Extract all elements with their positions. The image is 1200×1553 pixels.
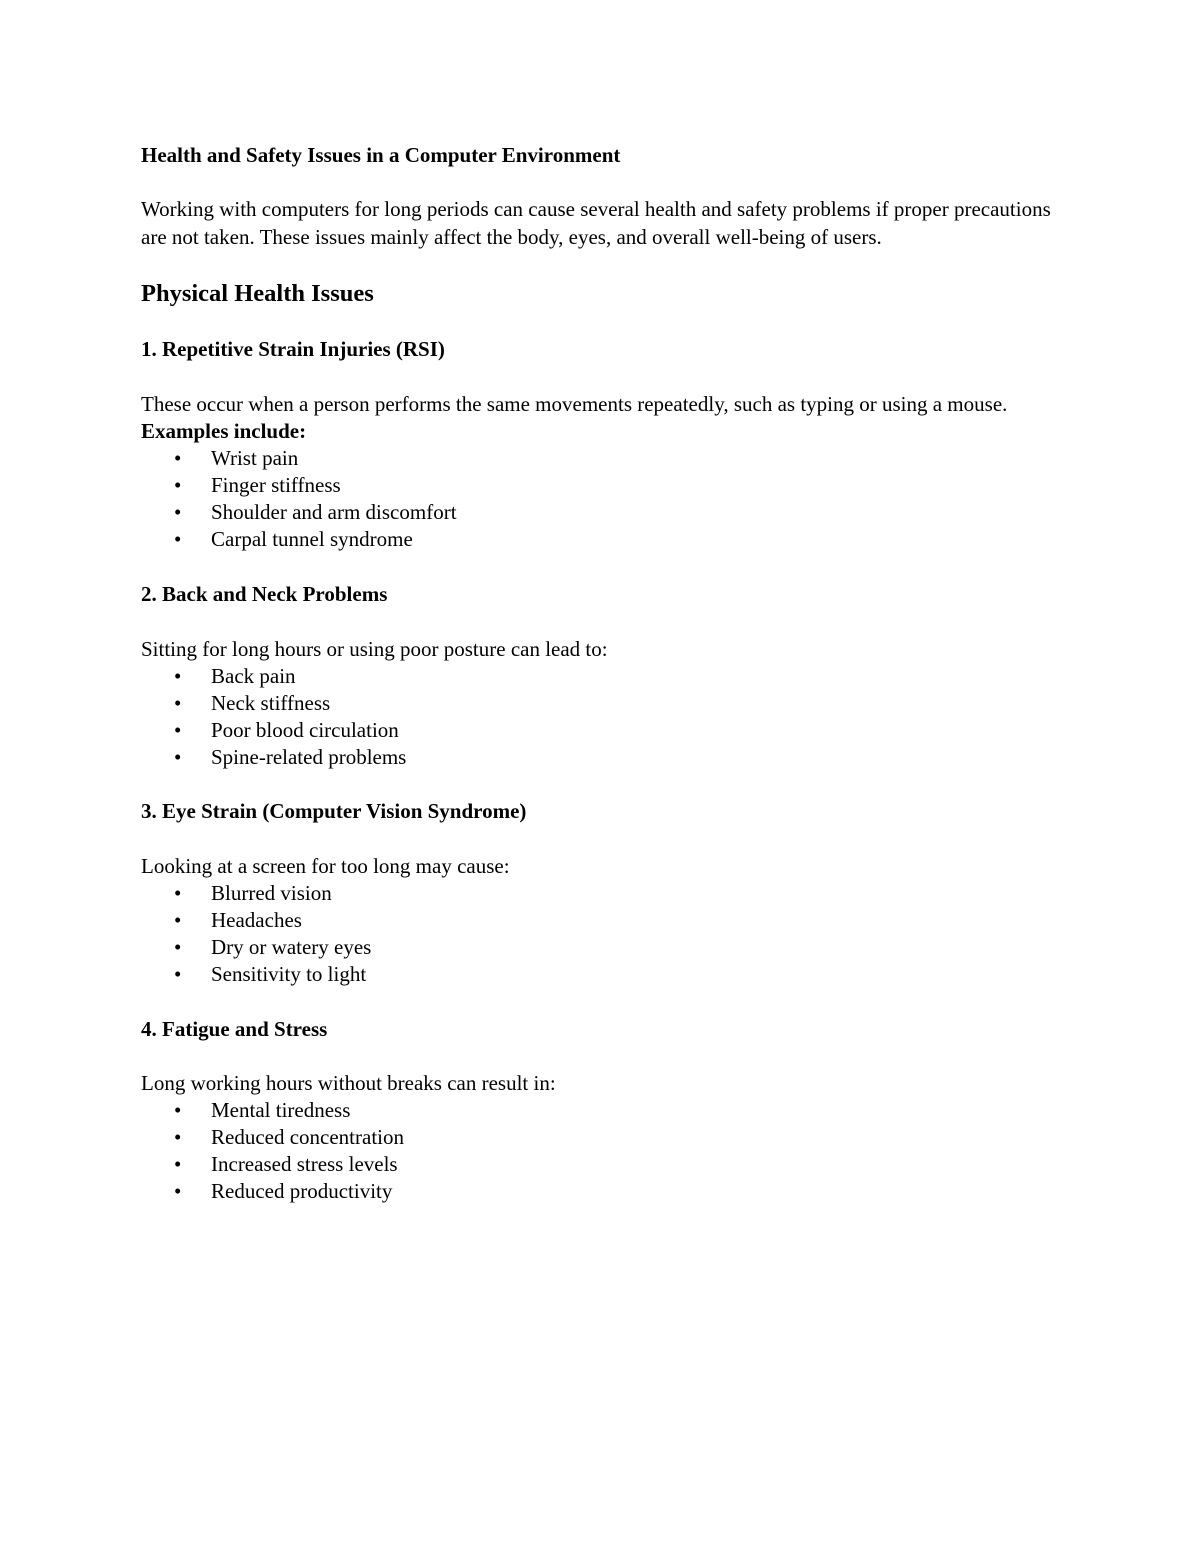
document-page (141, 142, 1071, 1205)
section-heading: 3. Eye Strain (Computer Vision Syndrome) (141, 799, 527, 823)
section-heading: 1. Repetitive Strain Injuries (RSI) (141, 337, 445, 361)
bullet-icon: • (174, 745, 182, 769)
bullet-icon: • (174, 527, 182, 551)
list-item-text: Reduced productivity (211, 1179, 393, 1203)
bullet-icon: • (174, 1179, 182, 1203)
bullet-icon: • (174, 1125, 182, 1149)
section-text: These occur when a person performs the same movements repeatedly, such as typing or using a mouse. (141, 392, 1008, 416)
list-item (141, 1178, 1071, 1205)
list-item-text: Blurred vision (211, 881, 332, 905)
list-item (141, 1151, 1071, 1178)
list-item-text: Wrist pain (211, 446, 299, 470)
list-item-text: Back pain (211, 664, 296, 688)
main-heading: Physical Health Issues (141, 280, 374, 307)
list-item-text: Neck stiffness (211, 691, 331, 715)
list-item (141, 663, 1071, 690)
list-item-text: Shoulder and arm discomfort (211, 500, 457, 524)
list-item-text: Reduced concentration (211, 1125, 404, 1149)
list-item (141, 499, 1071, 526)
bullet-list (141, 445, 1071, 553)
bullet-icon: • (174, 1098, 182, 1122)
list-item-text: Sensitivity to light (211, 962, 367, 986)
list-item (141, 526, 1071, 553)
list-item (141, 744, 1071, 771)
bullet-list (141, 880, 1071, 988)
list-item-text: Carpal tunnel syndrome (211, 527, 413, 551)
list-item-text: Dry or watery eyes (211, 935, 372, 959)
list-item (141, 1124, 1071, 1151)
list-item-text: Mental tiredness (211, 1098, 351, 1122)
section-back-neck (141, 581, 1071, 771)
section-fatigue-stress (141, 1016, 1071, 1205)
bullet-icon: • (174, 500, 182, 524)
list-item (141, 934, 1071, 961)
bullet-icon: • (174, 908, 182, 932)
bullet-icon: • (174, 473, 182, 497)
bullet-icon: • (174, 881, 182, 905)
bullet-icon: • (174, 1152, 182, 1176)
list-item (141, 472, 1071, 499)
intro-paragraph: Working with computers for long periods can cause several health and safety problems if proper precautions are not taken. These issues mainly affect the body, eyes, and overall well-being of users. (141, 197, 1051, 249)
section-text: Long working hours without breaks can result in: (141, 1071, 556, 1095)
section-text: Looking at a screen for too long may cause: (141, 854, 510, 878)
list-item-text: Increased stress levels (211, 1152, 398, 1176)
section-text: Sitting for long hours or using poor posture can lead to: (141, 637, 608, 661)
document-title: Health and Safety Issues in a Computer Environment (141, 143, 621, 167)
list-item (141, 1097, 1071, 1124)
list-item-text: Poor blood circulation (211, 718, 399, 742)
bullet-icon: • (174, 664, 182, 688)
examples-lead: Examples include: (141, 419, 307, 443)
section-rsi (141, 336, 1071, 553)
bullet-icon: • (174, 718, 182, 742)
section-heading: 2. Back and Neck Problems (141, 582, 388, 606)
bullet-icon: • (174, 962, 182, 986)
list-item (141, 961, 1071, 988)
bullet-icon: • (174, 691, 182, 715)
list-item (141, 907, 1071, 934)
bullet-icon: • (174, 446, 182, 470)
list-item (141, 445, 1071, 472)
bullet-icon: • (174, 935, 182, 959)
list-item (141, 690, 1071, 717)
list-item-text: Finger stiffness (211, 473, 341, 497)
list-item (141, 717, 1071, 744)
bullet-list (141, 663, 1071, 771)
section-heading: 4. Fatigue and Stress (141, 1017, 328, 1041)
section-eye-strain (141, 798, 1071, 988)
bullet-list (141, 1097, 1071, 1205)
list-item-text: Headaches (211, 908, 302, 932)
list-item-text: Spine-related problems (211, 745, 407, 769)
list-item (141, 880, 1071, 907)
